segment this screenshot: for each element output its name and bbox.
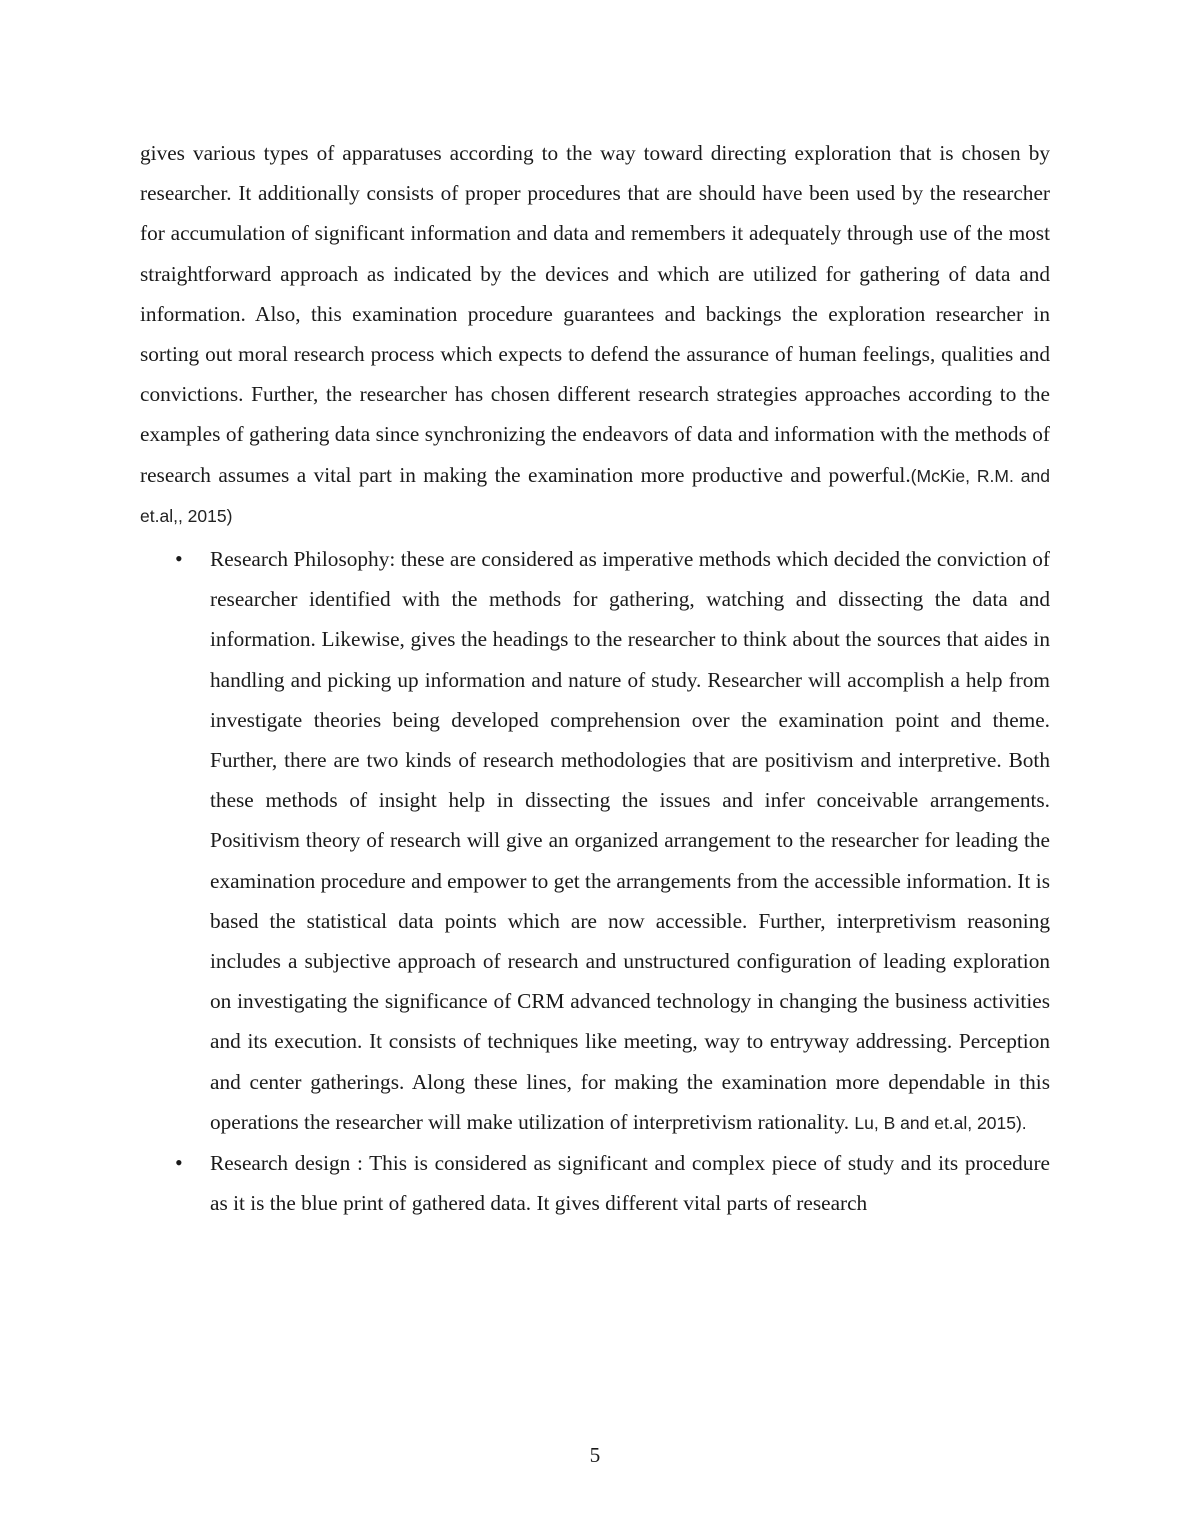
list-item-citation: Lu, B and et.al, 2015). <box>854 1112 1027 1133</box>
page-body <box>140 133 1050 1223</box>
page-number: 5 <box>589 1443 601 1467</box>
bullet-icon: • <box>175 546 183 572</box>
intro-citation: (McKie, R.M. and et.al,, 2015) <box>140 465 1050 526</box>
intro-paragraph <box>140 133 1050 535</box>
bullet-list <box>140 539 1050 1223</box>
bullet-icon: • <box>175 1150 183 1176</box>
intro-paragraph-text: gives various types of apparatuses according to the way toward directing exploration that is chosen by researcher. It additionally consists of proper procedures that are should have been used by the researcher for accumulation of significant information and data and remembers it adequately through use of the most straightforward approach as indicated by the devices and which are utilized for gathering of data and information. Also, this examination procedure guarantees and backings the exploration researcher in sorting out moral research process which expects to defend the assurance of human feelings, qualities and convictions. Further, the researcher has chosen different research strategies approaches according to the examples of gathering data since synchronizing the endeavors of data and information with the methods of research assumes a vital part in making the examination more productive and powerful. <box>140 141 1050 487</box>
list-item-text: Research design : This is considered as significant and complex piece of study and its procedure as it is the blue print of gathered data. It gives different vital parts of research <box>210 1151 1050 1216</box>
list-item-text: Research Philosophy: these are considered as imperative methods which decided the conviction of researcher identified with the methods for gathering, watching and dissecting the data and information. Likewise, gives the headings to the researcher to think about the sources that aides in handling and picking up information and nature of study. Researcher will accomplish a help from investigate theories being developed comprehension over the examination point and theme. Further, there are two kinds of research methodologies that are positivism and interpretive. Both these methods of insight help in dissecting the issues and infer conceivable arrangements. Positivism theory of research will give an organized arrangement to the researcher for leading the examination procedure and empower to get the arrangements from the accessible information. It is based the statistical data points which are now accessible. Further, interpretivism reasoning includes a subjective approach of research and unstructured configuration of leading exploration on investigating the significance of CRM advanced technology in changing the business activities and its execution. It consists of techniques like meeting, way to entryway addressing. Perception and center gatherings. Along these lines, for making the examination more dependable in this operations the researcher will make utilization of interpretivism rationality. <box>210 547 1050 1134</box>
list-item-research-design <box>140 1143 1050 1223</box>
list-item-research-philosophy <box>140 539 1050 1143</box>
